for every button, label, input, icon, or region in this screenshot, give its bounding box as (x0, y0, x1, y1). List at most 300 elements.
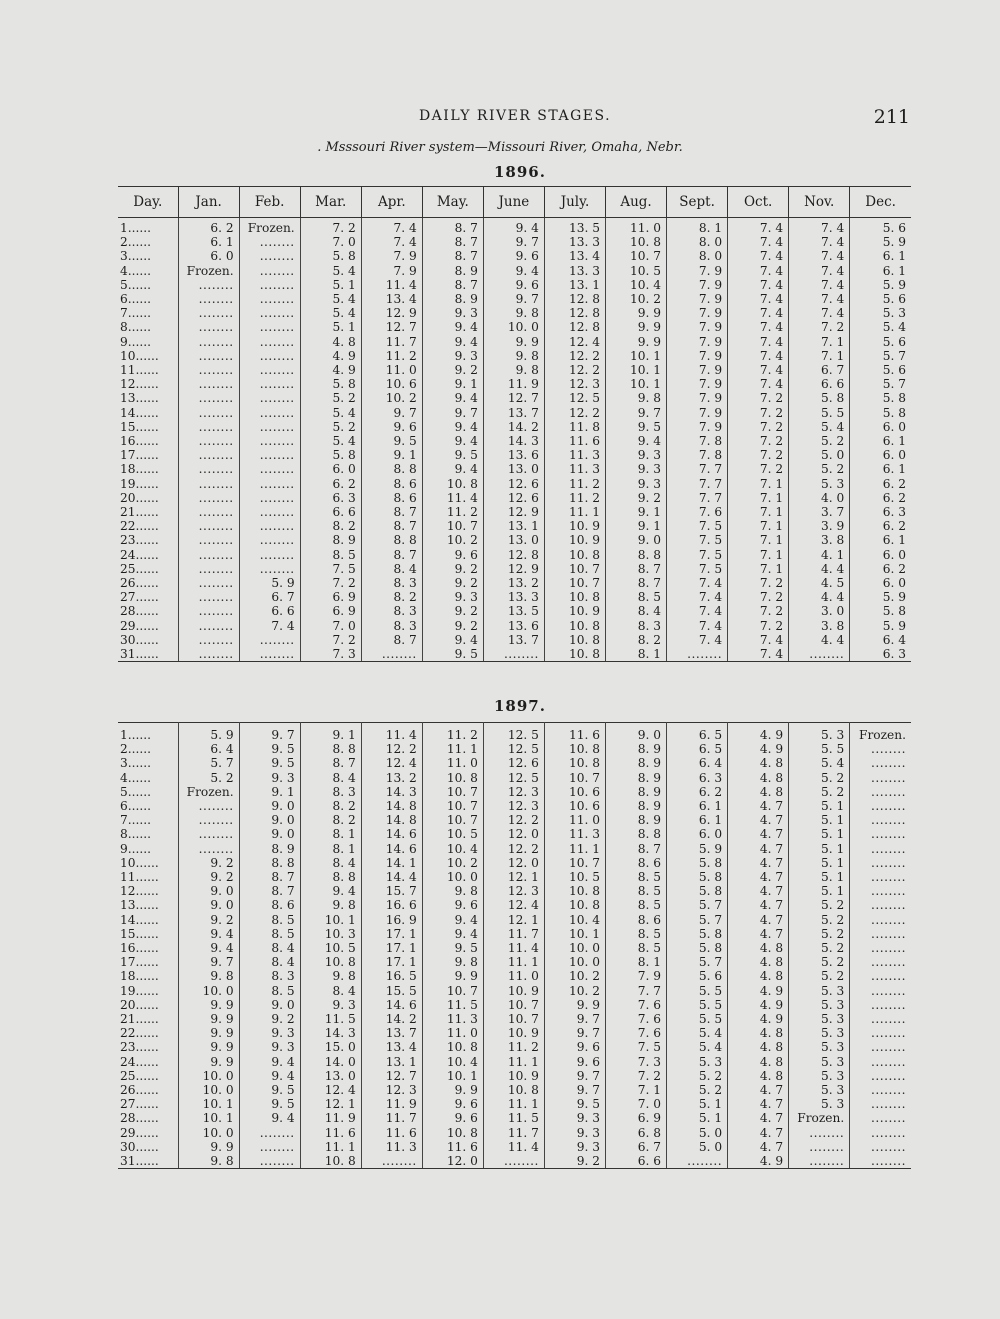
stage-value-cell: 7. 4 (789, 292, 850, 306)
stage-value-cell: 9. 0 (239, 998, 300, 1012)
empty-cell (850, 856, 911, 870)
stage-value-cell: 7. 9 (667, 406, 728, 420)
stage-value-cell: 10. 8 (300, 1154, 361, 1169)
empty-cell (178, 335, 239, 349)
leader-dots: ........ (259, 1154, 295, 1169)
stage-value-cell: 12. 0 (483, 856, 544, 870)
stage-value-cell: 4. 9 (728, 723, 789, 743)
stage-value-cell: 10. 7 (544, 856, 605, 870)
empty-cell (178, 647, 239, 662)
table-row (118, 292, 911, 306)
table-body-1897 (118, 723, 911, 1169)
stage-value-cell: 8. 7 (361, 505, 422, 519)
stage-value-cell: 9. 2 (422, 562, 483, 576)
table-row (118, 1040, 911, 1054)
empty-cell (178, 391, 239, 405)
stage-value-cell: 8. 4 (300, 856, 361, 870)
stage-value-cell: 8. 8 (361, 462, 422, 476)
day-cell: 5...... (120, 784, 151, 799)
stage-value-cell: 8. 0 (667, 235, 728, 249)
day-cell: 11...... (120, 363, 159, 378)
leader-dots: ........ (198, 334, 234, 349)
stage-value-cell: 5. 4 (300, 434, 361, 448)
empty-cell (239, 1154, 300, 1169)
stage-value-cell: 6. 1 (850, 264, 911, 278)
stage-value-cell: 9. 7 (483, 292, 544, 306)
column-header-day: Day. (118, 187, 178, 218)
leader-dots: ........ (259, 519, 295, 534)
empty-cell (850, 842, 911, 856)
leader-dots: ........ (198, 292, 234, 307)
stage-value-cell: 5. 7 (850, 377, 911, 391)
stage-value-cell: 5. 2 (300, 420, 361, 434)
stage-value-cell: 9. 8 (178, 1154, 239, 1169)
stage-value-cell: 14. 3 (300, 1026, 361, 1040)
stage-value-cell: 4. 9 (728, 1154, 789, 1169)
stage-value-cell: 8. 7 (300, 756, 361, 770)
day-cell: 19...... (120, 983, 159, 998)
day-cell: 24...... (120, 547, 159, 562)
stage-value-cell: 6. 6 (300, 505, 361, 519)
day-cell: 6...... (120, 799, 151, 814)
leader-dots: ........ (809, 647, 845, 662)
leader-dots: ........ (871, 884, 906, 899)
stage-value-cell: 12. 3 (483, 799, 544, 813)
stage-value-cell: 5. 2 (789, 434, 850, 448)
table-row (118, 548, 911, 562)
empty-cell (239, 519, 300, 533)
stage-value-cell: 8. 7 (361, 633, 422, 647)
stage-value-cell: 4. 7 (728, 884, 789, 898)
stage-value-cell: 8. 1 (300, 827, 361, 841)
stage-value-cell: 13. 5 (483, 604, 544, 618)
stage-value-cell: 9. 4 (239, 1111, 300, 1125)
empty-cell (239, 1126, 300, 1140)
empty-cell (789, 1154, 850, 1169)
stage-value-cell: 8. 9 (422, 292, 483, 306)
stage-value-cell: 9. 8 (422, 884, 483, 898)
stage-value-cell: 5. 7 (850, 349, 911, 363)
stage-value-cell: 9. 8 (606, 391, 667, 405)
stage-value-cell: 12. 0 (483, 827, 544, 841)
table-row (118, 264, 911, 278)
stage-value-cell: 9. 2 (422, 619, 483, 633)
stage-value-cell: 5. 7 (667, 955, 728, 969)
leader-dots: ........ (198, 561, 234, 576)
stage-value-cell: 10. 8 (422, 477, 483, 491)
stage-value-cell: 5. 1 (300, 278, 361, 292)
stage-value-cell: Frozen. (239, 218, 300, 236)
stage-value-cell: 12. 7 (361, 320, 422, 334)
stage-value-cell: 4. 7 (728, 913, 789, 927)
stage-value-cell: 11. 6 (544, 434, 605, 448)
stage-value-cell: 13. 3 (544, 264, 605, 278)
stage-value-cell: 10. 9 (483, 984, 544, 998)
stage-value-cell: 8. 2 (361, 590, 422, 604)
empty-cell (850, 984, 911, 998)
day-cell: 15...... (120, 926, 159, 941)
stage-value-cell: 7. 4 (728, 363, 789, 377)
stage-value-cell: 4. 9 (728, 998, 789, 1012)
stage-value-cell: 14. 4 (361, 870, 422, 884)
stage-value-cell: 12. 5 (483, 771, 544, 785)
stage-value-cell: 6. 0 (178, 249, 239, 263)
stage-value-cell: 9. 0 (239, 799, 300, 813)
day-cell: 2...... (120, 742, 151, 757)
stage-value-cell: 7. 1 (728, 505, 789, 519)
stage-value-cell: 9. 9 (178, 1012, 239, 1026)
stage-value-cell: 9. 0 (606, 533, 667, 547)
empty-cell (178, 363, 239, 377)
empty-cell (178, 562, 239, 576)
empty-cell (850, 1026, 911, 1040)
stage-value-cell: 8. 8 (300, 870, 361, 884)
leader-dots: ........ (259, 647, 295, 662)
stage-value-cell: 8. 2 (606, 633, 667, 647)
stage-value-cell: 10. 7 (606, 249, 667, 263)
table-row (118, 1111, 911, 1125)
stage-value-cell: 7. 1 (789, 349, 850, 363)
stage-value-cell: 7. 4 (667, 576, 728, 590)
stage-value-cell: 9. 3 (544, 1111, 605, 1125)
empty-cell (178, 590, 239, 604)
leader-dots: ........ (198, 590, 234, 605)
stage-value-cell: 10. 8 (422, 771, 483, 785)
stage-value-cell: 6. 8 (606, 1126, 667, 1140)
table-row (118, 799, 911, 813)
stage-value-cell: 8. 7 (422, 218, 483, 236)
stage-value-cell: 8. 5 (606, 941, 667, 955)
table-row (118, 335, 911, 349)
stage-value-cell: 9. 9 (178, 998, 239, 1012)
stage-value-cell: 6. 2 (850, 491, 911, 505)
leader-dots: ........ (198, 841, 234, 856)
stage-value-cell: 6. 7 (789, 363, 850, 377)
day-cell: 1...... (120, 728, 151, 742)
stage-value-cell: 9. 1 (239, 785, 300, 799)
stage-value-cell: 5. 3 (789, 723, 850, 743)
stage-value-cell: 5. 3 (789, 1012, 850, 1026)
leader-dots: ........ (259, 348, 295, 363)
stage-value-cell: 9. 5 (239, 1083, 300, 1097)
empty-cell (483, 1154, 544, 1169)
leader-dots: ........ (871, 1040, 906, 1055)
leader-dots: ........ (871, 1026, 906, 1041)
leader-dots: ........ (871, 756, 906, 771)
stage-value-cell: 7. 0 (606, 1097, 667, 1111)
stage-value-cell: 5. 8 (789, 391, 850, 405)
leader-dots: ........ (198, 647, 234, 662)
stage-value-cell: 9. 2 (422, 363, 483, 377)
stage-value-cell: 12. 4 (544, 335, 605, 349)
column-header-month: Apr. (361, 187, 422, 218)
stage-value-cell: 6. 2 (850, 519, 911, 533)
stage-value-cell: 9. 2 (544, 1154, 605, 1169)
table-row (118, 842, 911, 856)
stage-value-cell: 4. 9 (300, 363, 361, 377)
empty-cell (239, 647, 300, 662)
stage-value-cell: 8. 5 (239, 984, 300, 998)
day-cell: 7...... (120, 813, 151, 828)
leader-dots: ........ (809, 1125, 845, 1140)
empty-cell (239, 448, 300, 462)
stage-value-cell: 14. 1 (361, 856, 422, 870)
stage-value-cell: 8. 5 (300, 548, 361, 562)
stage-value-cell: 9. 3 (606, 448, 667, 462)
stage-value-cell: 4. 7 (728, 799, 789, 813)
stage-value-cell: 8. 4 (606, 604, 667, 618)
empty-cell (789, 647, 850, 662)
leader-dots: ........ (198, 434, 234, 449)
stage-value-cell: 10. 6 (361, 377, 422, 391)
empty-cell (850, 1012, 911, 1026)
stage-value-cell: 9. 2 (606, 491, 667, 505)
stage-value-cell: 4. 7 (728, 1140, 789, 1154)
stage-value-cell: 9. 8 (483, 306, 544, 320)
stage-value-cell: 4. 7 (728, 1097, 789, 1111)
stage-value-cell: 8. 3 (606, 619, 667, 633)
empty-cell (239, 1140, 300, 1154)
stage-value-cell: 5. 4 (300, 264, 361, 278)
stage-value-cell: 5. 1 (789, 856, 850, 870)
leader-dots: ........ (259, 405, 295, 420)
stage-value-cell: 9. 4 (178, 927, 239, 941)
table-row (118, 1140, 911, 1154)
stage-value-cell: Frozen. (850, 723, 911, 743)
stage-value-cell: 13. 1 (483, 519, 544, 533)
stage-value-cell: 7. 8 (667, 448, 728, 462)
stage-value-cell: 9. 7 (544, 1083, 605, 1097)
leader-dots: ........ (809, 1139, 845, 1154)
leader-dots: ........ (259, 277, 295, 292)
stage-value-cell: 12. 4 (361, 756, 422, 770)
stage-value-cell: 12. 6 (483, 756, 544, 770)
stage-value-cell: 14. 2 (361, 1012, 422, 1026)
stage-value-cell: 9. 7 (544, 1026, 605, 1040)
leader-dots: ........ (687, 1154, 723, 1169)
stage-value-cell: 7. 5 (667, 533, 728, 547)
stage-value-cell: 8. 5 (606, 927, 667, 941)
stage-value-cell: 8. 7 (239, 884, 300, 898)
day-cell: 18...... (120, 462, 159, 477)
stage-value-cell: 12. 5 (544, 391, 605, 405)
stage-value-cell: 14. 6 (361, 842, 422, 856)
day-cell: 21...... (120, 1012, 159, 1027)
column-header-month: July. (544, 187, 605, 218)
empty-cell (850, 1097, 911, 1111)
stage-value-cell: 11. 0 (422, 1026, 483, 1040)
stage-value-cell: Frozen. (178, 785, 239, 799)
stage-value-cell: 7. 9 (667, 349, 728, 363)
stage-value-cell: 13. 3 (483, 590, 544, 604)
stage-value-cell: 9. 2 (178, 856, 239, 870)
stage-value-cell: 12. 3 (483, 884, 544, 898)
stage-value-cell: 10. 9 (544, 533, 605, 547)
stage-value-cell: 7. 7 (667, 491, 728, 505)
stage-value-cell: 10. 7 (544, 562, 605, 576)
leader-dots: ........ (259, 377, 295, 392)
leader-dots: ........ (871, 1139, 906, 1154)
stage-value-cell: 8. 3 (300, 785, 361, 799)
stage-table (118, 186, 911, 662)
day-cell: 27...... (120, 1097, 159, 1112)
stage-value-cell: 9. 9 (178, 1140, 239, 1154)
stage-value-cell: 9. 6 (544, 1040, 605, 1054)
stage-value-cell: 10. 7 (422, 813, 483, 827)
stage-value-cell: 8. 7 (361, 519, 422, 533)
stage-value-cell: 13. 6 (483, 619, 544, 633)
empty-cell (178, 519, 239, 533)
stage-value-cell: 4. 8 (728, 1040, 789, 1054)
stage-value-cell: Frozen. (178, 264, 239, 278)
stage-value-cell: 7. 4 (361, 218, 422, 236)
stage-value-cell: 4. 7 (728, 1111, 789, 1125)
stage-value-cell: 8. 2 (300, 519, 361, 533)
leader-dots: ........ (259, 490, 295, 505)
leader-dots: ........ (871, 784, 906, 799)
stage-value-cell: 8. 1 (667, 218, 728, 236)
empty-cell (850, 1055, 911, 1069)
stage-value-cell: 17. 1 (361, 941, 422, 955)
stage-value-cell: 7. 9 (667, 420, 728, 434)
stage-value-cell: 8. 9 (606, 756, 667, 770)
stage-value-cell: 10. 0 (178, 1126, 239, 1140)
stage-value-cell: 6. 6 (239, 604, 300, 618)
empty-cell (850, 1154, 911, 1169)
stage-value-cell: 7. 4 (789, 278, 850, 292)
river-stage-table-1897 (118, 722, 911, 1169)
stage-value-cell: 8. 0 (667, 249, 728, 263)
empty-cell (239, 363, 300, 377)
stage-value-cell: 10. 8 (544, 590, 605, 604)
stage-value-cell: 9. 3 (300, 998, 361, 1012)
stage-value-cell: 5. 3 (789, 984, 850, 998)
table-row (118, 1126, 911, 1140)
table-row (118, 218, 911, 236)
leader-dots: ........ (871, 799, 906, 814)
day-cell: 16...... (120, 434, 159, 449)
stage-value-cell: 5. 4 (789, 420, 850, 434)
stage-value-cell: 13. 4 (544, 249, 605, 263)
table-row (118, 505, 911, 519)
stage-value-cell: 6. 0 (850, 448, 911, 462)
day-cell: 6...... (120, 292, 151, 307)
stage-value-cell: 7. 4 (667, 590, 728, 604)
stage-value-cell: 5. 8 (850, 391, 911, 405)
empty-cell (239, 477, 300, 491)
stage-value-cell: 11. 2 (483, 1040, 544, 1054)
stage-value-cell: 12. 4 (300, 1083, 361, 1097)
stage-value-cell: 16. 5 (361, 969, 422, 983)
stage-value-cell: 7. 4 (728, 647, 789, 662)
stage-value-cell: 7. 9 (667, 292, 728, 306)
stage-value-cell: 9. 3 (544, 1126, 605, 1140)
stage-value-cell: 13. 4 (361, 292, 422, 306)
stage-value-cell: 5. 0 (667, 1126, 728, 1140)
leader-dots: ........ (198, 576, 234, 591)
table-row (118, 363, 911, 377)
stage-value-cell: 10. 8 (544, 619, 605, 633)
stage-value-cell: 10. 8 (544, 633, 605, 647)
leader-dots: ........ (198, 448, 234, 463)
stage-value-cell: 5. 9 (239, 576, 300, 590)
stage-value-cell: 3. 0 (789, 604, 850, 618)
stage-value-cell: 5. 1 (667, 1111, 728, 1125)
leader-dots: ........ (871, 770, 906, 785)
stage-value-cell: 6. 5 (667, 723, 728, 743)
stage-value-cell: 6. 0 (850, 576, 911, 590)
stage-value-cell: 9. 0 (239, 813, 300, 827)
stage-value-cell: 5. 6 (850, 292, 911, 306)
stage-value-cell: 5. 4 (300, 306, 361, 320)
leader-dots: ........ (259, 547, 295, 562)
day-cell: 27...... (120, 590, 159, 605)
day-cell: 30...... (120, 1139, 159, 1154)
stage-value-cell: 11. 4 (361, 723, 422, 743)
table-row (118, 434, 911, 448)
leader-dots: ........ (871, 1083, 906, 1098)
leader-dots: ........ (198, 320, 234, 335)
stage-value-cell: 5. 8 (667, 870, 728, 884)
leader-dots: ........ (871, 870, 906, 885)
stage-value-cell: 7. 7 (667, 477, 728, 491)
stage-value-cell: 10. 1 (300, 913, 361, 927)
column-header-month: May. (422, 187, 483, 218)
stage-value-cell: 13. 5 (544, 218, 605, 236)
table-subtitle: . Msssouri River system—Missouri River, Omaha, Nebr. (317, 140, 683, 155)
leader-dots: ........ (871, 1154, 906, 1169)
stage-value-cell: 17. 1 (361, 927, 422, 941)
empty-cell (178, 491, 239, 505)
leader-dots: ........ (871, 1012, 906, 1027)
empty-cell (850, 884, 911, 898)
stage-value-cell: 10. 4 (422, 842, 483, 856)
stage-value-cell: 5. 6 (850, 335, 911, 349)
stage-value-cell: 12. 2 (544, 406, 605, 420)
stage-value-cell: 8. 3 (361, 619, 422, 633)
day-cell: 23...... (120, 1040, 159, 1055)
table-row (118, 898, 911, 912)
leader-dots: ........ (871, 855, 906, 870)
stage-value-cell: 8. 7 (422, 235, 483, 249)
stage-value-cell: 7. 7 (667, 462, 728, 476)
stage-value-cell: 11. 4 (361, 278, 422, 292)
stage-value-cell: 9. 4 (483, 218, 544, 236)
day-cell: 16...... (120, 941, 159, 956)
stage-value-cell: 8. 8 (239, 856, 300, 870)
column-header-month: Oct. (728, 187, 789, 218)
stage-value-cell: 4. 8 (728, 1055, 789, 1069)
stage-value-cell: 9. 4 (422, 913, 483, 927)
stage-value-cell: 9. 2 (178, 913, 239, 927)
stage-value-cell: 7. 4 (789, 306, 850, 320)
empty-cell (239, 434, 300, 448)
leader-dots: ........ (198, 490, 234, 505)
stage-value-cell: 12. 3 (544, 377, 605, 391)
day-cell: 22...... (120, 519, 159, 534)
stage-value-cell: 9. 1 (606, 519, 667, 533)
leader-dots: ........ (259, 1139, 295, 1154)
stage-value-cell: 10. 7 (544, 576, 605, 590)
stage-value-cell: 9. 0 (239, 827, 300, 841)
stage-value-cell: 5. 0 (667, 1140, 728, 1154)
stage-value-cell: 5. 4 (667, 1040, 728, 1054)
day-cell: 9...... (120, 841, 151, 856)
stage-value-cell: 13. 0 (300, 1069, 361, 1083)
leader-dots: ........ (198, 419, 234, 434)
stage-value-cell: 11. 6 (300, 1126, 361, 1140)
stage-value-cell: 10. 9 (483, 1026, 544, 1040)
